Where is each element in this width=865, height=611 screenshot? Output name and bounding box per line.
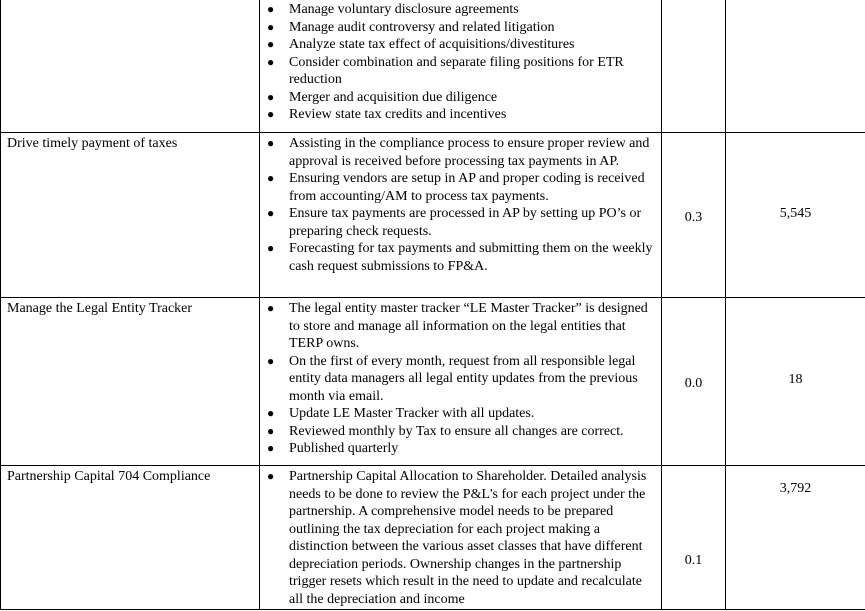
bullet-icon: ● (267, 423, 275, 438)
description-cell (260, 298, 662, 466)
bullet-icon: ● (267, 107, 275, 121)
list-item: ● Review state tax credits and incentives (267, 107, 507, 122)
bullet-icon: ● (267, 406, 275, 420)
list-item: ● Consider combination and separate filing positions for ETR reduction (267, 54, 624, 87)
fte-cell: 0.0 (662, 298, 726, 466)
bullet-list (260, 300, 653, 458)
fte-cell: 0.1 (662, 466, 726, 610)
description-cell (260, 0, 662, 133)
list-item: ● Partnership Capital Allocation to Shareholder. Detailed analysis needs to be done to review the P&L's for each project under the partnership. A comprehensive model needs to be prepared outlining the tax depreciation for each project making a distinction between the various asset classes that have different depreciation periods. Ownership changes in the partnership trigger resets which result in the need to update and recalculate all the depreciation and income (267, 469, 647, 607)
list-item: ● On the first of every month, request from all responsible legal entity data managers all legal entity updates from the previous month via email. (267, 353, 638, 404)
hours-cell: 3,792 (726, 466, 865, 610)
description-cell (260, 133, 662, 298)
list-item: ● Update LE Master Tracker with all updates. (267, 406, 535, 421)
list-item: ● Published quarterly (267, 441, 399, 456)
table-row (1, 133, 865, 298)
task-cell (1, 0, 260, 133)
hours-cell (726, 0, 865, 133)
bullet-icon: ● (267, 37, 275, 51)
bullet-icon: ● (267, 2, 275, 16)
bullet-icon: ● (267, 206, 275, 220)
table-row (1, 0, 865, 133)
bullet-icon: ● (267, 89, 275, 104)
list-item: ● Ensure tax payments are processed in AP by setting up PO’s or preparing check requests. (267, 206, 642, 239)
list-item: ● Analyze state tax effect of acquisitions/divestitures (267, 37, 575, 52)
table-row (1, 466, 865, 610)
task-cell: Manage the Legal Entity Tracker (1, 298, 260, 466)
bullet-icon: ● (267, 54, 275, 69)
list-item: ● Merger and acquisition due diligence (267, 89, 498, 105)
bullet-icon: ● (267, 241, 275, 255)
bullet-icon: ● (267, 441, 275, 455)
list-item: ● Ensuring vendors are setup in AP and proper coding is received from accounting/AM to process tax payments. (267, 171, 645, 204)
bullet-list (260, 468, 653, 608)
list-item: ● Reviewed monthly by Tax to ensure all changes are correct. (267, 423, 624, 439)
list-item: ● Assisting in the compliance process to ensure proper review and approval is received before processing tax payments in AP. (267, 136, 650, 169)
fte-cell (662, 0, 726, 133)
bullet-list (260, 1, 653, 124)
fte-cell: 0.3 (662, 133, 726, 298)
task-cell: Partnership Capital 704 Compliance (1, 466, 260, 610)
description-cell (260, 466, 662, 610)
bullet-icon: ● (267, 19, 275, 34)
hours-cell: 18 (726, 298, 865, 466)
hours-cell: 5,545 (726, 133, 865, 298)
bullet-icon: ● (267, 301, 275, 315)
task-cell: Drive timely payment of taxes (1, 133, 260, 298)
bullet-icon: ● (267, 136, 275, 150)
bullet-icon: ● (267, 171, 275, 185)
list-item: ● Manage audit controversy and related litigation (267, 19, 555, 35)
table-row (1, 298, 865, 466)
list-item: ● Manage voluntary disclosure agreements (267, 2, 519, 17)
bullet-list (260, 135, 653, 275)
list-item: ● The legal entity master tracker “LE Master Tracker” is designed to store and manage all information on the legal entities that TERP owns. (267, 301, 648, 351)
bullet-icon: ● (267, 353, 275, 368)
list-item: ● Forecasting for tax payments and submitting them on the weekly cash request submissions to FP&A. (267, 241, 653, 274)
bullet-icon: ● (267, 469, 275, 483)
